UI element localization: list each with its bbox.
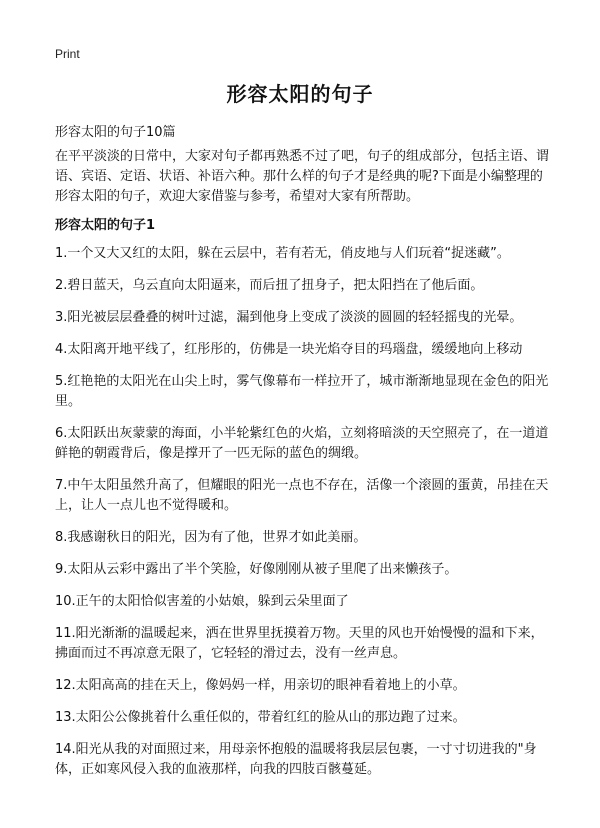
sentence-item-14: 14.阳光从我的对面照过来，用母亲怀抱般的温暖将我层层包裹，一寸寸切进我的"身体，正如寒风侵入我的血液那样，向我的四肢百骸蔓延。: [55, 742, 537, 777]
sentence-item-12: 12.太阳高高的挂在天上，像妈妈一样，用亲切的眼神看着地上的小草。: [55, 678, 466, 693]
sentence-item-6: 6.太阳跃出灰蒙蒙的海面，小半轮紫红色的火焰，立刻将暗淡的天空照亮了，在一道道鲜艳的朝霞背后，像是撑开了一匹无际的蓝色的绸缎。: [55, 426, 549, 461]
intro-paragraph: 在平平淡淡的日常中，大家对句子都再熟悉不过了吧，句子的组成部分，包括主语、谓语、宾语、定语、状语、补语六种。那什么样的句子才是经典的呢?下面是小编整理的形容太阳的句子，欢迎大家借鉴与参考，希望对大家有所帮助。: [55, 149, 550, 204]
sentence-item-4: 4.太阳离开地平线了，红彤彤的，仿佛是一块光焰夺目的玛瑙盘，缓缓地向上移动: [55, 342, 523, 357]
sentence-item-7: 7.中午太阳虽然升高了，但耀眼的阳光一点也不存在，活像一个滚圆的蛋黄，吊挂在天上，让人一点儿也不觉得暖和。: [55, 478, 549, 513]
sentence-item-2: 2.碧日蓝天，乌云直向太阳逼来，而后扭了扭身子，把太阳挡在了他后面。: [55, 278, 484, 293]
sentence-item-9: 9.太阳从云彩中露出了半个笑脸，好像刚刚从被子里爬了出来懒孩子。: [55, 562, 458, 577]
sentence-item-11: 11.阳光渐渐的温暖起来，洒在世界里抚摸着万物。天里的风也开始慢慢的温和下来，拂面而过不再凉意无限了，它轻轻的滑过去，没有一丝声息。: [55, 626, 544, 661]
sentence-item-1: 1.一个又大又红的太阳，躲在云层中，若有若无，俏皮地与人们玩着“捉迷藏”。: [55, 246, 510, 261]
sentence-list: [55, 244, 550, 791]
page-title: 形容太阳的句子: [226, 82, 374, 106]
sentence-item-13: 13.太阳公公像挑着什么重任似的，带着红红的脸从山的那边跑了过来。: [55, 710, 466, 725]
print-link[interactable]: Print: [55, 47, 80, 61]
sentence-item-10: 10.正午的太阳恰似害羞的小姑娘，躲到云朵里面了: [55, 594, 349, 609]
section-heading: 形容太阳的句子1: [55, 218, 156, 233]
sentence-item-3: 3.阳光被层层叠叠的树叶过滤，漏到他身上变成了淡淡的圆圆的轻轻摇曳的光晕。: [55, 310, 523, 325]
sentence-item-5: 5.红艳艳的太阳光在山尖上时，雾气像幕布一样拉开了，城市渐渐地显现在金色的阳光里。: [55, 374, 549, 409]
sentence-item-8: 8.我感谢秋日的阳光，因为有了他，世界才如此美丽。: [55, 530, 367, 545]
article-subtitle: 形容太阳的句子10篇: [55, 125, 176, 140]
